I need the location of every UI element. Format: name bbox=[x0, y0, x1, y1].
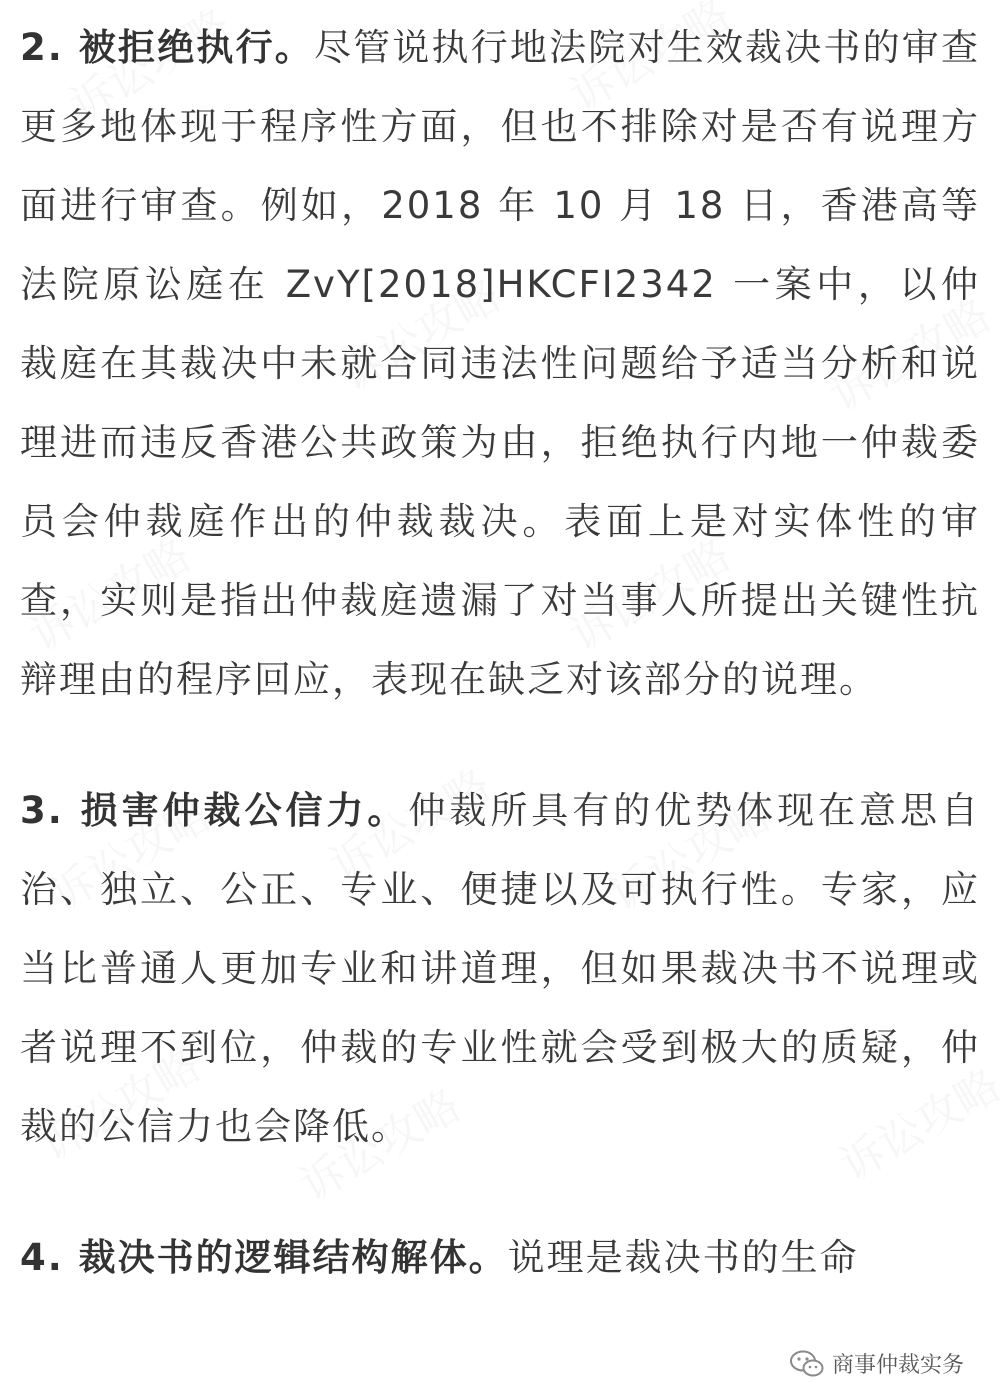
source-credit bbox=[784, 1346, 970, 1381]
paragraph bbox=[20, 771, 980, 1166]
paragraph bbox=[20, 1218, 980, 1297]
source-account-name: 商事仲裁实务 bbox=[831, 1353, 964, 1378]
paragraph-heading: 3. 损害仲裁公信力。 bbox=[20, 789, 409, 832]
paragraph-heading: 2. 被拒绝执行。 bbox=[20, 26, 314, 69]
paragraph-heading: 4. 裁决书的逻辑结构解体。 bbox=[20, 1236, 508, 1279]
paragraph-text: 仲裁所具有的优势体现在意思自治、独立、公正、专业、便捷以及可执行性。专家，应当比普通人更加专业和讲道理，但如果裁决书不说理或者说理不到位，仲裁的专业性就会受到极大的质疑，仲裁的公信力也会降低。 bbox=[20, 789, 980, 1148]
paragraph-text: 尽管说执行地法院对生效裁决书的审查更多地体现于程序性方面，但也不排除对是否有说理方面进行审查。例如，2018 年 10 月 18 日，香港高等法院原讼庭在 ZvY[2018]HKCFI2342 一案中，以仲裁庭在其裁决中未就合同违法性问题给予适当分析和说理进而违反香港公共政策为由，拒绝执行内地一仲裁委员会仲裁庭作出的仲裁裁决。表面上是对实体性的审查，实则是指出仲裁庭遗漏了对当事人所提出关键性抗辩理由的程序回应，表现在缺乏对该部分的说理。 bbox=[20, 26, 980, 701]
paragraph-text: 说理是裁决书的生命 bbox=[507, 1236, 859, 1279]
article-body bbox=[20, 8, 980, 1297]
wechat-icon bbox=[790, 1350, 824, 1378]
paragraph bbox=[20, 8, 980, 719]
